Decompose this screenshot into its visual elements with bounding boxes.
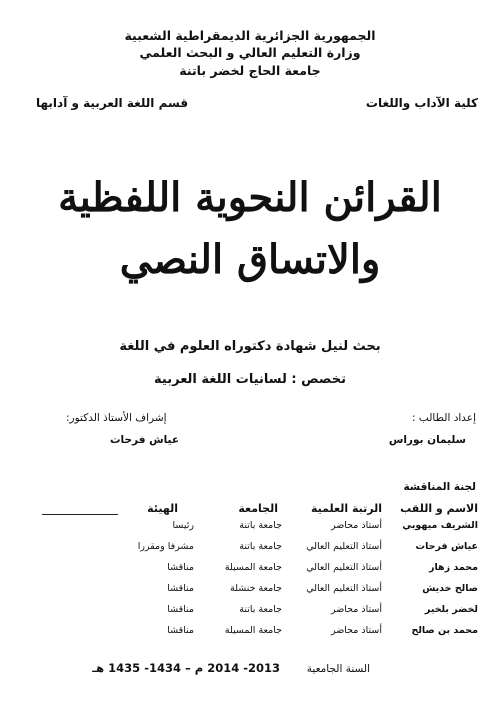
member-rank: أستاذ التعليم العالي (306, 583, 382, 594)
supervision-label: إشراف الأستاذ الدكتور: (66, 412, 167, 424)
thesis-title-line1: القرائن النحوية اللفظية (58, 174, 442, 221)
academic-year-value: 2013- 2014 م – 1434- 1435 هـ (92, 661, 280, 675)
committee-row (0, 604, 500, 620)
republic-line: الجمهورية الجزائرية الديمقراطية الشعبية (124, 28, 376, 43)
academic-year-label: السنة الجامعية (306, 663, 370, 675)
ministry-line: وزارة التعليم العالي و البحث العلمي (139, 45, 361, 60)
thesis-title-line2: والاتساق النصي (119, 236, 381, 283)
col-header-university: الجامعة (238, 502, 278, 515)
member-university: جامعة باتنة (239, 541, 282, 552)
member-role: مناقشا (167, 625, 194, 636)
member-name: صالح خديش (422, 583, 478, 594)
faculty-department-row (0, 96, 500, 114)
member-role: مناقشا (167, 583, 194, 594)
member-university: جامعة المسيلة (224, 562, 282, 573)
member-name: لخضر بلخير (424, 604, 478, 615)
committee-row (0, 625, 500, 641)
member-rank: أستاذ محاضر (330, 604, 382, 615)
faculty-label: كلية الآداب واللغات (365, 96, 478, 110)
member-university: جامعة خنشلة (229, 583, 282, 594)
member-role: مناقشا (167, 562, 194, 573)
member-university: جامعة باتنة (239, 604, 282, 615)
member-rank: أستاذ التعليم العالي (306, 562, 382, 573)
member-role: رئيسا (172, 520, 194, 531)
department-label: قسم اللغة العربية و آدابها (36, 96, 189, 110)
student-name: سليمان بوراس (388, 434, 466, 446)
col-header-name: الاسم و اللقب (400, 502, 478, 515)
specialty-statement: تخصص : لسانيات اللغة العربية (154, 372, 346, 387)
member-rank: أستاذ التعليم العالي (306, 541, 382, 552)
member-name: محمد زهار (429, 562, 478, 573)
supervisor-name: عياش فرحات (110, 434, 180, 446)
committee-label: لجنة المناقشة (403, 481, 476, 493)
committee-row (0, 583, 500, 599)
member-name: عياش فرحات (415, 541, 478, 552)
committee-row (0, 562, 500, 578)
member-name: الشريف ميهوبي (402, 520, 478, 531)
university-line: جامعة الحاج لخضر باتنة (179, 63, 321, 78)
degree-statement: بحث لنيل شهادة دكتوراه العلوم في اللغة (119, 339, 381, 354)
col-header-role: الهيئة (147, 502, 178, 515)
committee-row (0, 520, 500, 536)
member-university: جامعة المسيلة (224, 625, 282, 636)
academic-year-row (0, 662, 500, 678)
member-rank: أستاذ محاضر (330, 625, 382, 636)
committee-row (0, 541, 500, 557)
member-role: مشرفا ومقررا (137, 541, 194, 552)
col-header-rank: الرتبة العلمية (310, 502, 382, 515)
header-underline (42, 514, 118, 515)
member-role: مناقشا (167, 604, 194, 615)
member-rank: أستاذ محاضر (330, 520, 382, 531)
prepared-by-label: إعداد الطالب : (412, 412, 476, 424)
member-name: محمد بن صالح (411, 625, 478, 636)
member-university: جامعة باتنة (239, 520, 282, 531)
